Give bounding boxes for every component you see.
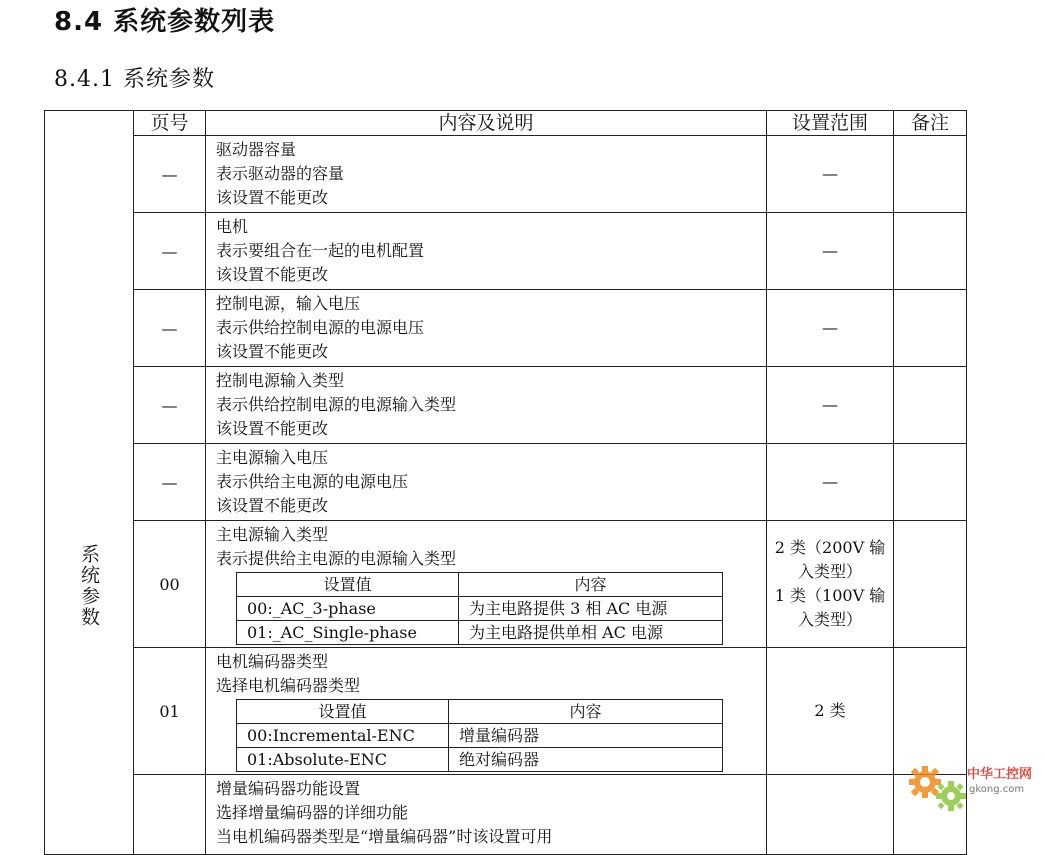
param-name: 控制电源输入类型 (216, 371, 345, 390)
param-note: 该设置不能更改 (216, 265, 329, 284)
page-number: — (134, 136, 206, 213)
category-label: 系统参数 (78, 543, 100, 628)
range-cell: — (767, 444, 894, 521)
description-cell (206, 775, 767, 855)
table-header-row (45, 111, 967, 136)
param-description: 表示供给主电源的电源电压 (216, 472, 409, 491)
param-name: 控制电源，输入电压 (216, 294, 361, 313)
table-row (45, 775, 967, 855)
param-note: 该设置不能更改 (216, 496, 329, 515)
param-name: 电机 (216, 217, 249, 236)
param-description: 表示供给控制电源的电源电压 (216, 318, 425, 337)
table-row (45, 213, 967, 290)
range-line: 2 类（200V 输 (774, 538, 886, 557)
sub-header-content: 内容 (459, 573, 723, 597)
setting-value: 00:Incremental-ENC (237, 724, 449, 748)
param-description: 选择增量编码器的详细功能 (216, 803, 409, 822)
table-row (45, 521, 967, 648)
sub-header-row (237, 573, 723, 597)
range-cell: — (767, 290, 894, 367)
notes-cell (894, 444, 967, 521)
description-cell (206, 290, 767, 367)
range-line: 1 类（100V 输 (774, 586, 886, 605)
param-note: 该设置不能更改 (216, 342, 329, 361)
table-row (45, 367, 967, 444)
system-parameter-table (44, 110, 967, 855)
sub-row (237, 597, 723, 621)
notes-cell (894, 290, 967, 367)
range-cell (767, 775, 894, 855)
notes-cell (894, 213, 967, 290)
param-description: 表示供给控制电源的电源输入类型 (216, 395, 457, 414)
param-description: 表示驱动器的容量 (216, 164, 345, 183)
header-content: 内容及说明 (206, 111, 767, 136)
param-note: 该设置不能更改 (216, 419, 329, 438)
description-cell (206, 213, 767, 290)
section-heading: 8.4 系统参数列表 (54, 7, 276, 37)
gkong-watermark-logo (905, 760, 1040, 818)
table-row (45, 648, 967, 775)
page-number: — (134, 444, 206, 521)
header-category (45, 111, 134, 136)
param-description: 表示提供给主电源的电源输入类型 (216, 549, 457, 568)
sub-row (237, 724, 723, 748)
setting-meaning: 绝对编码器 (449, 748, 723, 772)
param-description: 选择电机编码器类型 (216, 676, 361, 695)
page-number: 01 (134, 648, 206, 775)
gear-logo-icon (905, 760, 1040, 818)
subsection-heading: 8.4.1 系统参数 (54, 67, 215, 92)
notes-cell (894, 367, 967, 444)
description-cell (206, 521, 767, 648)
description-cell (206, 648, 767, 775)
category-cell (45, 136, 134, 855)
setting-meaning: 为主电路提供单相 AC 电源 (459, 621, 723, 645)
range-cell: 2 类 (767, 648, 894, 775)
sub-header-content: 内容 (449, 700, 723, 724)
page-number (134, 775, 206, 855)
notes-cell (894, 648, 967, 775)
sub-row (237, 621, 723, 645)
setting-values-table (236, 699, 723, 772)
range-line: 入类型） (797, 610, 862, 629)
setting-values-table (236, 572, 723, 645)
table-row (45, 290, 967, 367)
setting-meaning: 为主电路提供 3 相 AC 电源 (459, 597, 723, 621)
setting-value: 01:Absolute-ENC (237, 748, 449, 772)
page-number: — (134, 367, 206, 444)
sub-header-row (237, 700, 723, 724)
setting-value: 01:_AC_Single-phase (237, 621, 459, 645)
notes-cell (894, 136, 967, 213)
header-page: 页号 (134, 111, 206, 136)
page-number: 00 (134, 521, 206, 648)
page-number: — (134, 290, 206, 367)
param-note: 该设置不能更改 (216, 188, 329, 207)
setting-value: 00:_AC_3-phase (237, 597, 459, 621)
watermark-text: 中华工控网 (967, 767, 1033, 782)
sub-header-value: 设置值 (237, 573, 459, 597)
sub-header-value: 设置值 (237, 700, 449, 724)
param-name: 主电源输入类型 (216, 525, 329, 544)
watermark-url: gkong.com (969, 784, 1025, 795)
param-name: 驱动器容量 (216, 140, 297, 159)
range-cell: — (767, 213, 894, 290)
range-cell (767, 521, 894, 648)
param-description: 表示要组合在一起的电机配置 (216, 241, 425, 260)
description-cell (206, 444, 767, 521)
range-cell: — (767, 367, 894, 444)
table-row (45, 136, 967, 213)
table-row (45, 444, 967, 521)
notes-cell (894, 521, 967, 648)
param-name: 增量编码器功能设置 (216, 779, 361, 798)
header-range: 设置范围 (767, 111, 894, 136)
range-cell: — (767, 136, 894, 213)
param-note: 当电机编码器类型是“增量编码器”时该设置可用 (216, 827, 553, 846)
header-notes: 备注 (894, 111, 967, 136)
page-number: — (134, 213, 206, 290)
setting-meaning: 增量编码器 (449, 724, 723, 748)
description-cell (206, 367, 767, 444)
description-cell (206, 136, 767, 213)
sub-row (237, 748, 723, 772)
param-name: 电机编码器类型 (216, 652, 329, 671)
param-name: 主电源输入电压 (216, 448, 329, 467)
range-line: 入类型） (797, 562, 862, 581)
